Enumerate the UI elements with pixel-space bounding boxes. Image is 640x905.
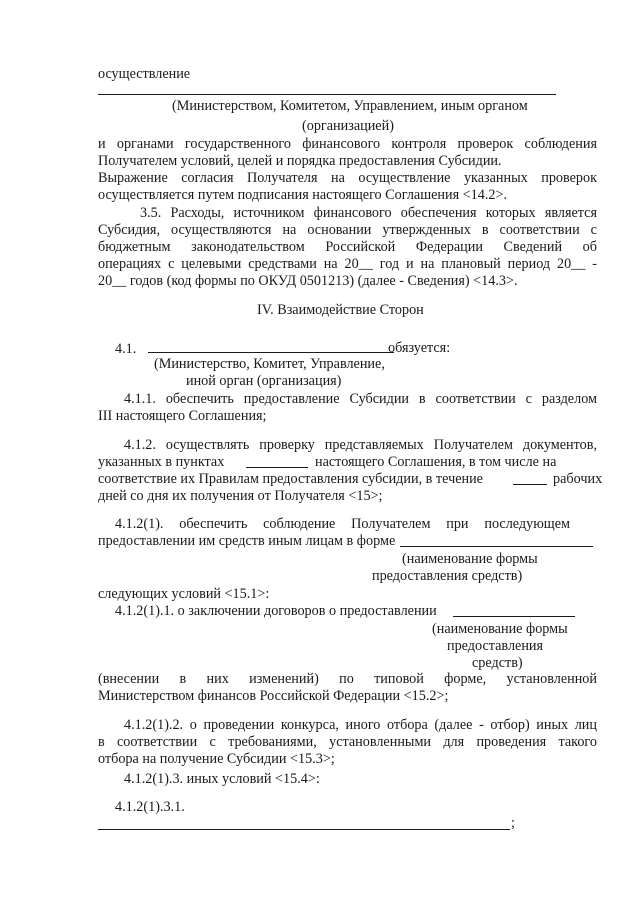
- text-line: бюджетным законодательством Российской Федерации Сведений об: [98, 239, 597, 255]
- text-line: Министерством финансов Российской Федерации <15.2>;: [98, 688, 449, 704]
- fill-in-line: [98, 94, 556, 95]
- field-caption: (организацией): [302, 118, 394, 134]
- text-line: обязуется:: [388, 340, 451, 356]
- text-line: осуществление: [98, 66, 191, 82]
- text-line: указанных в пунктах: [98, 454, 225, 470]
- text-line: следующих условий <15.1>:: [98, 586, 270, 602]
- text-line: отбора на получение Субсидии <15.3>;: [98, 751, 335, 767]
- text-line: Выражение согласия Получателя на осуществление указанных проверок: [98, 170, 597, 186]
- field-caption: (Министерство, Комитет, Управление,: [154, 356, 385, 372]
- text-line: 4.1.1. обеспечить предоставление Субсидии в соответствии с разделом: [124, 391, 597, 407]
- field-caption: предоставления: [447, 638, 544, 654]
- text-line: операциях с целевыми средствами на 20__ год и на плановый период 20__ -: [98, 256, 597, 272]
- text-line: настоящего Соглашения, в том числе на: [315, 454, 557, 470]
- fill-in-line: [513, 484, 547, 485]
- text-line: рабочих: [553, 471, 603, 487]
- field-caption: (Министерством, Комитетом, Управлением, иным органом: [172, 98, 528, 114]
- field-caption: средств): [472, 655, 523, 671]
- text-line: (внесении в них изменений) по типовой форме, установленной: [98, 671, 597, 687]
- fill-in-line: [400, 546, 593, 547]
- text-line: Субсидия, осуществляются на основании утвержденных в соответствии с: [98, 222, 597, 238]
- field-caption: (наименование формы: [402, 551, 538, 567]
- text-line: соответствие их Правилам предоставления субсидии, в течение: [98, 471, 483, 487]
- text-line: предоставлении им средств иным лицам в форме: [98, 533, 396, 549]
- fill-in-line: [453, 616, 575, 617]
- text-line: 4.1.2(1).1. о заключении договоров о предоставлении: [115, 603, 437, 619]
- fill-in-line: [246, 467, 308, 468]
- text-line: 4.1.2. осуществлять проверку представляемых Получателем документов,: [124, 437, 597, 453]
- text-line: 4.1.2(1). обеспечить соблюдение Получателем при последующем: [115, 516, 570, 532]
- text-line: в соответствии с требованиями, установленными для проведения такого: [98, 734, 597, 750]
- text-line: III настоящего Соглашения;: [98, 408, 267, 424]
- fill-in-line: [98, 829, 510, 830]
- clause-number: 4.1.: [115, 341, 137, 357]
- field-caption: предоставления средств): [372, 568, 523, 584]
- text-line: 4.1.2(1).3.1.: [115, 799, 185, 815]
- text-line: 4.1.2(1).3. иных условий <15.4>:: [124, 771, 320, 787]
- field-caption: (наименование формы: [432, 621, 568, 637]
- text-line: ;: [511, 815, 515, 831]
- text-line: 4.1.2(1).2. о проведении конкурса, иного отбора (далее - отбор) иных лиц: [124, 717, 597, 733]
- text-line: осуществляется путем подписания настоящего Соглашения <14.2>.: [98, 187, 508, 203]
- text-line: 3.5. Расходы, источником финансового обеспечения которых является: [140, 205, 597, 221]
- fill-in-line: [148, 340, 394, 353]
- text-line: дней со дня их получения от Получателя <15>;: [98, 488, 383, 504]
- text-line: 20__ годов (код формы по ОКУД 0501213) (далее - Сведения) <14.3>.: [98, 273, 518, 289]
- field-caption: иной орган (организация): [186, 373, 342, 389]
- text-line: Получателем условий, целей и порядка предоставления Субсидии.: [98, 153, 502, 169]
- section-heading: IV. Взаимодействие Сторон: [257, 302, 424, 318]
- text-line: и органами государственного финансового контроля проверок соблюдения: [98, 136, 597, 152]
